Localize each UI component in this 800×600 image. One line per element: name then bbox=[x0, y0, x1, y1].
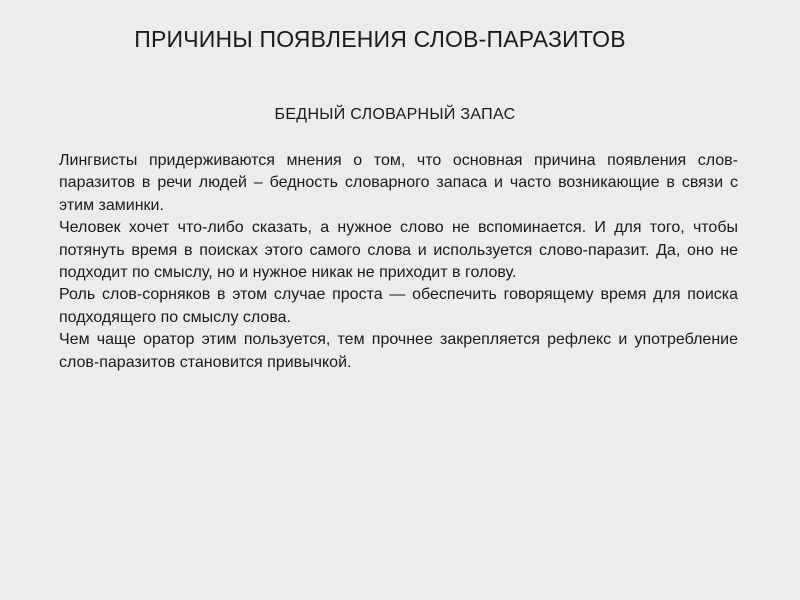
slide-subtitle: БЕДНЫЙ СЛОВАРНЫЙ ЗАПАС bbox=[274, 106, 516, 123]
body-text bbox=[59, 150, 738, 374]
paragraph-role: Роль слов-сорняков в этом случае проста — обеспечить говорящему время для поиска подходящего по смыслу слова. bbox=[59, 286, 738, 326]
slide-title: ПРИЧИНЫ ПОЯВЛЕНИЯ СЛОВ-ПАРАЗИТОВ bbox=[134, 26, 626, 52]
paragraph-habit: Чем чаще оратор этим пользуется, тем прочнее закрепляется рефлекс и употребление слов-паразитов становится привычкой. bbox=[59, 331, 738, 371]
paragraph-example: Человек хочет что-либо сказать, а нужное слово не вспоминается. И для того, чтобы потянуть время в поисках этого самого слова и используется слово-паразит. Да, оно не подходит по смыслу, но и нужное никак не приходит в голову. bbox=[59, 219, 738, 282]
paragraph-main-cause: Лингвисты придерживаются мнения о том, что основная причина появления слов-паразитов в речи людей – бедность словарного запаса и часто возникающие в связи с этим заминки. bbox=[59, 152, 738, 214]
